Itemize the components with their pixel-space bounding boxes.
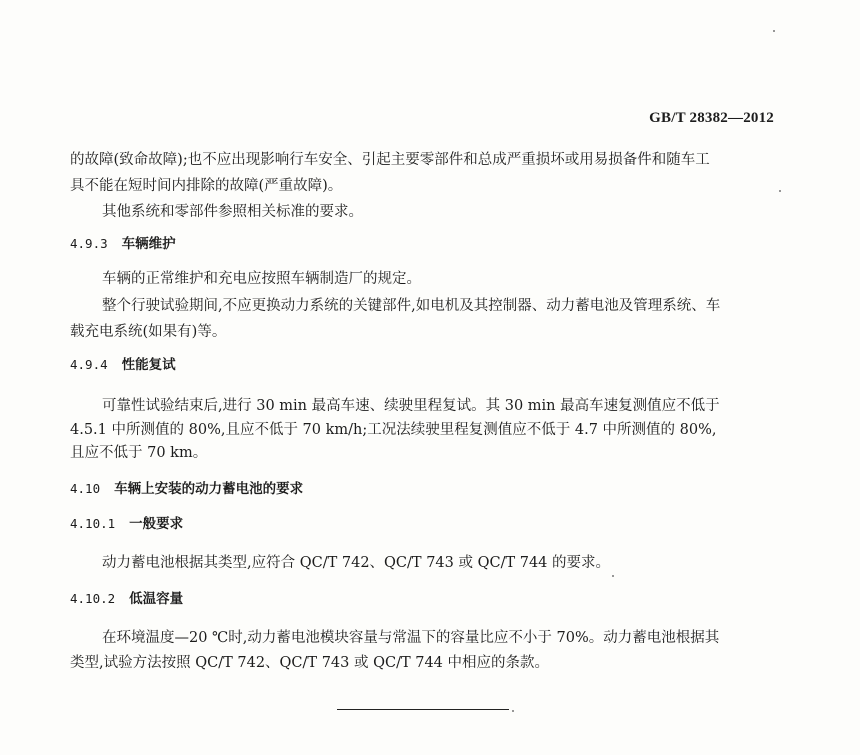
section-title: 性能复试 xyxy=(121,357,176,373)
end-of-text-rule xyxy=(337,709,509,710)
section-title: 一般要求 xyxy=(129,516,184,532)
paragraph-line: 可靠性试验结束后,进行 30 min 最高车速、续驶里程复试。其 30 min 最高车速复测值应不低于 xyxy=(102,398,720,414)
scan-speck xyxy=(779,190,781,192)
section-number: 4.10.2 xyxy=(70,591,116,606)
section-title: 低温容量 xyxy=(129,591,184,607)
paragraph-line: 动力蓄电池根据其类型,应符合 QC/T 742、QC/T 743 或 QC/T 744 的要求。 xyxy=(102,555,611,571)
section-number: 4.10.1 xyxy=(70,516,116,531)
paragraph-line: 4.5.1 中所测值的 80%,且应不低于 70 km/h;工况法续驶里程复测值应不低于 4.7 中所测值的 80%, xyxy=(70,422,717,438)
section-number: 4.10 xyxy=(70,481,101,496)
scan-speck xyxy=(773,30,775,32)
section-number: 4.9.3 xyxy=(70,236,108,251)
paragraph-line: 在环境温度—20 ℃时,动力蓄电池模块容量与常温下的容量比应不小于 70%。动力蓄电池根据其 xyxy=(102,630,720,646)
section-title: 车辆维护 xyxy=(121,236,176,252)
section-heading-4-10-1 xyxy=(70,514,183,534)
section-heading-4-10-2 xyxy=(70,589,183,609)
standard-code: GB/T 28382—2012 xyxy=(649,110,774,126)
paragraph-line: 其他系统和零部件参照相关标准的要求。 xyxy=(102,204,363,220)
paragraph-line: 且应不低于 70 km。 xyxy=(70,445,208,461)
section-title: 车辆上安装的动力蓄电池的要求 xyxy=(114,481,304,497)
paragraph-line: 载充电系统(如果有)等。 xyxy=(70,324,227,340)
paragraph-line: 的故障(致命故障);也不应出现影响行车安全、引起主要零部件和总成严重损坏或用易损备件和随车工 xyxy=(70,152,710,168)
section-heading-4-10 xyxy=(70,479,303,499)
scan-speck xyxy=(512,710,514,712)
paragraph-line: 整个行驶试验期间,不应更换动力系统的关键部件,如电机及其控制器、动力蓄电池及管理系统、车 xyxy=(102,298,721,314)
scan-speck xyxy=(612,575,614,577)
paragraph-line: 车辆的正常维护和充电应按照车辆制造厂的规定。 xyxy=(102,271,421,287)
section-heading-4-9-4 xyxy=(70,355,176,375)
paragraph-line: 具不能在短时间内排除的故障(严重故障)。 xyxy=(70,178,343,194)
section-heading-4-9-3 xyxy=(70,234,176,254)
section-number: 4.9.4 xyxy=(70,357,108,372)
paragraph-line: 类型,试验方法按照 QC/T 742、QC/T 743 或 QC/T 744 中相应的条款。 xyxy=(70,655,550,671)
